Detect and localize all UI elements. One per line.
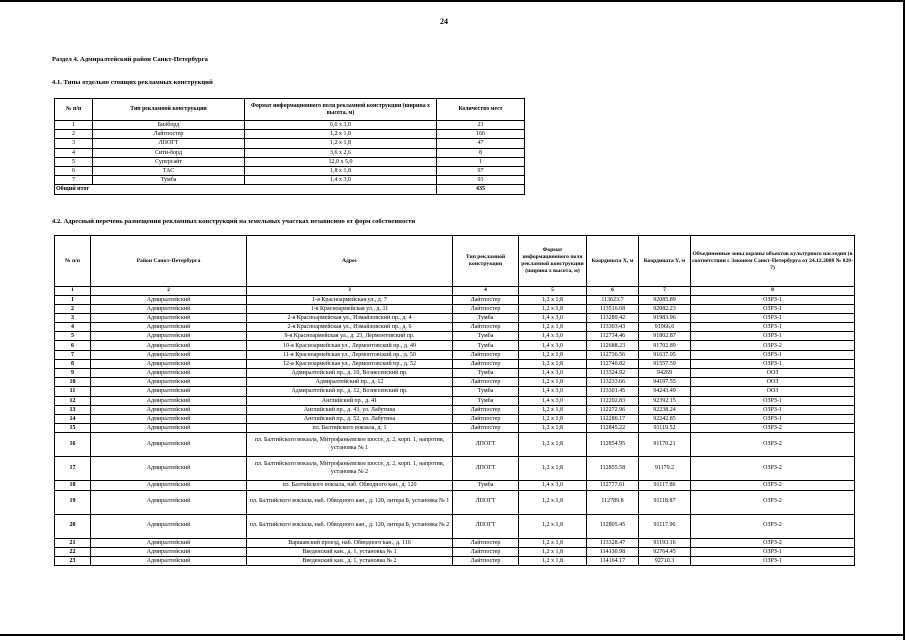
table1-total-label: Общий итог: [55, 185, 437, 194]
table-row: [55, 414, 855, 423]
cell-district: Адмиралтейский: [91, 538, 247, 547]
cell-coord-x: 112736.56: [587, 350, 639, 359]
cell-format: 1,4 х 3,0: [245, 176, 437, 185]
cell-coord-x: 113301.45: [587, 387, 639, 396]
cell-address: пл. Балтийского вокзала, д. 1: [247, 424, 453, 433]
cell-address: пл. Балтийского вокзала, Митрофаньевское шоссе, д. 2, корп. 1, напротив, установка № 2: [247, 457, 453, 481]
table-row: [55, 139, 525, 148]
cell-type: Суперсайт: [93, 157, 245, 166]
cell-district: Адмиралтейский: [91, 341, 247, 350]
cell-coord-y: 94243.49: [639, 387, 691, 396]
cell-num: 15: [55, 424, 91, 433]
cell-coord-x: 112855.58: [587, 457, 639, 481]
cell-format: 1,4 х 3,0: [519, 369, 587, 378]
cell-type: Лайтпостер: [453, 295, 519, 304]
table2-header-num: № п/п: [55, 236, 91, 287]
cell-coord-y: 91170.21: [639, 433, 691, 457]
cell-coord-x: 113289.42: [587, 313, 639, 322]
cell-coord-y: 91637.05: [639, 350, 691, 359]
cell-num: 22: [55, 547, 91, 556]
cell-district: Адмиралтейский: [91, 433, 247, 457]
table2-header-coord-x: Координата X, м: [587, 236, 639, 287]
cell-format: 1,2 х 1,8: [519, 538, 587, 547]
cell-num: 18: [55, 481, 91, 490]
cell-heritage-zone: ОЗРЗ-1: [691, 313, 855, 322]
cell-heritage-zone: ОЗРЗ-1: [691, 405, 855, 414]
table-row: [55, 514, 855, 538]
cell-coord-x: 112805.45: [587, 514, 639, 538]
cell-address: Введенский кан., д. 1, установка № 2: [247, 556, 453, 565]
table2-colnum: 1: [55, 287, 91, 296]
cell-heritage-zone: ООЗ: [691, 369, 855, 378]
table1-header-type: Тип рекламной конструкции: [93, 99, 245, 121]
cell-address: Варшавский проезд, наб. Обводного кан., д. 116: [247, 538, 453, 547]
table-row: [55, 538, 855, 547]
cell-address: 1-я Красноармейская ул., д. 7: [247, 295, 453, 304]
cell-heritage-zone: ОЗРЗ-2: [691, 514, 855, 538]
cell-type: Тумба: [93, 176, 245, 185]
cell-heritage-zone: ОЗРЗ-2: [691, 481, 855, 490]
table2-header-format: Формат информационного поля рекламной конструкции (ширина х высота, м): [519, 236, 587, 287]
cell-format: 6,0 х 3,0: [245, 121, 437, 130]
cell-format: 1,2 х 1,8: [519, 304, 587, 313]
cell-address: 2-я Красноармейская ул., Измайловский пр., д. 4: [247, 313, 453, 322]
cell-num: 23: [55, 556, 91, 565]
cell-type: Лайтпостер: [453, 359, 519, 368]
table-row: [55, 304, 855, 313]
cell-type: Тумба: [453, 313, 519, 322]
cell-type: Билборд: [93, 121, 245, 130]
cell-type: Лайтпостер: [453, 323, 519, 332]
cell-coord-x: 112286.17: [587, 414, 639, 423]
cell-address: пл. Балтийского вокзала, наб. Обводного кан., д. 120, литера Б, установка № 2: [247, 514, 453, 538]
cell-num: 4: [55, 148, 93, 157]
table-row: [55, 387, 855, 396]
cell-format: 1,2 х 1,8: [245, 130, 437, 139]
cell-address: 2-я Красноармейская ул., Измайловский пр., д. 6: [247, 323, 453, 332]
cell-type: ЛПОГТ: [453, 514, 519, 538]
cell-address: 10-я Красноармейская ул., Лермонтовский пр., д. 49: [247, 341, 453, 350]
cell-heritage-zone: ОЗРЗ-2: [691, 433, 855, 457]
cell-format: 1,4 х 3,0: [519, 341, 587, 350]
cell-num: 6: [55, 341, 91, 350]
cell-coord-y: 92085.89: [639, 295, 691, 304]
cell-type: Лайтпостер: [453, 547, 519, 556]
table-row: [55, 148, 525, 157]
cell-district: Адмиралтейский: [91, 387, 247, 396]
table2-header-heritage-zone: Объединенные зоны охраны объектов культурного наследия (в соответствии с Законом Санкт-Петербурга от 24.12.2008 № 820-7): [691, 236, 855, 287]
cell-district: Адмиралтейский: [91, 378, 247, 387]
cell-district: Адмиралтейский: [91, 323, 247, 332]
table2-header-row: [55, 236, 855, 287]
cell-num: 1: [55, 121, 93, 130]
cell-address: 11-я Красноармейская ул., Лермонтовский пр., д. 50: [247, 350, 453, 359]
cell-format: 1,2 х 1,8: [519, 556, 587, 565]
cell-coord-y: 94269: [639, 369, 691, 378]
table-row: [55, 341, 855, 350]
table-row: [55, 433, 855, 457]
cell-num: 20: [55, 514, 91, 538]
cell-type: Лайтпостер: [93, 130, 245, 139]
cell-format: 1,2 х 1,8: [519, 490, 587, 514]
table-row: [55, 378, 855, 387]
cell-district: Адмиралтейский: [91, 424, 247, 433]
cell-district: Адмиралтейский: [91, 304, 247, 313]
cell-district: Адмиралтейский: [91, 350, 247, 359]
cell-coord-x: 112272.96: [587, 405, 639, 414]
cell-coord-y: 91117.96: [639, 514, 691, 538]
cell-type: Лайтпостер: [453, 405, 519, 414]
structure-types-table: [54, 98, 525, 195]
cell-district: Адмиралтейский: [91, 490, 247, 514]
cell-coord-y: 92238.24: [639, 405, 691, 414]
cell-address: Адмиралтейский пр., д. 12, Вознесенский пр.: [247, 387, 453, 396]
cell-coord-x: 112854.95: [587, 433, 639, 457]
cell-heritage-zone: ООЗ: [691, 387, 855, 396]
table1-total-row: [55, 185, 525, 194]
cell-format: 1,4 х 3,0: [519, 387, 587, 396]
cell-type: Тумба: [453, 387, 519, 396]
cell-coord-y: 91983.96: [639, 313, 691, 322]
cell-format: 1,2 х 1,8: [519, 414, 587, 423]
cell-num: 7: [55, 176, 93, 185]
table1-total-value: 435: [437, 185, 525, 194]
cell-format: 1,4 х 3,0: [519, 313, 587, 322]
cell-address: Английский пр., д. 43, ул. Лабутина: [247, 405, 453, 414]
cell-num: 2: [55, 304, 91, 313]
cell-count: 8: [437, 148, 525, 157]
cell-type: Тумба: [453, 369, 519, 378]
cell-address: Английский пр., д. 41: [247, 396, 453, 405]
address-list-table: [54, 235, 855, 566]
cell-num: 7: [55, 350, 91, 359]
cell-district: Адмиралтейский: [91, 547, 247, 556]
cell-format: 1,2 х 1,8: [519, 295, 587, 304]
section-title: Раздел 4. Адмиралтейский район Санкт-Петербурга: [52, 56, 208, 63]
table2-header-address: Адрес: [247, 236, 453, 287]
cell-type: Лайтпостер: [453, 424, 519, 433]
subsection-2-title: 4.2. Адресный перечень размещения рекламных конструкций на земельных участках независимо от форм собственности: [52, 218, 416, 225]
cell-heritage-zone: ОЗРЗ-1: [691, 332, 855, 341]
cell-num: 2: [55, 130, 93, 139]
cell-num: 4: [55, 323, 91, 332]
cell-count: 166: [437, 130, 525, 139]
cell-type: Лайтпостер: [453, 350, 519, 359]
cell-district: Адмиралтейский: [91, 332, 247, 341]
table2-header-type: Тип рекламной конструкции: [453, 236, 519, 287]
page-border-top: [0, 0, 905, 2]
cell-heritage-zone: ОЗРЗ-2: [691, 341, 855, 350]
cell-type: ЛПОГТ: [453, 457, 519, 481]
cell-heritage-zone: ОЗРЗ-2: [691, 490, 855, 514]
cell-heritage-zone: ОЗРЗ-1: [691, 396, 855, 405]
cell-type: Лайтпостер: [453, 556, 519, 565]
cell-address: 1-я Красноармейская ул., д. 11: [247, 304, 453, 313]
cell-format: 1,2 х 1,8: [519, 514, 587, 538]
cell-num: 21: [55, 538, 91, 547]
cell-format: 1,2 х 1,8: [519, 433, 587, 457]
cell-format: 1,4 х 3,0: [519, 481, 587, 490]
cell-district: Адмиралтейский: [91, 396, 247, 405]
cell-count: 47: [437, 139, 525, 148]
cell-count: 93: [437, 176, 525, 185]
table-row: [55, 556, 855, 565]
cell-district: Адмиралтейский: [91, 405, 247, 414]
cell-type: Лайтпостер: [453, 378, 519, 387]
cell-num: 10: [55, 378, 91, 387]
cell-count: 1: [437, 157, 525, 166]
cell-coord-x: 113328.47: [587, 538, 639, 547]
cell-format: 1,2 х 1,8: [519, 457, 587, 481]
table2-colnum: 8: [691, 287, 855, 296]
cell-coord-x: 113303.43: [587, 323, 639, 332]
cell-format: 1,4 х 3,0: [519, 332, 587, 341]
cell-heritage-zone: ОЗРЗ-2: [691, 457, 855, 481]
table-row: [55, 295, 855, 304]
cell-num: 9: [55, 369, 91, 378]
cell-address: 9-я Красноармейская ул., д. 23, Лермонтовский пр.: [247, 332, 453, 341]
cell-format: 1,2 х 1,8: [519, 378, 587, 387]
cell-num: 19: [55, 490, 91, 514]
cell-district: Адмиралтейский: [91, 457, 247, 481]
cell-coord-y: 91802.87: [639, 332, 691, 341]
table-row: [55, 369, 855, 378]
cell-coord-y: 92082.23: [639, 304, 691, 313]
cell-district: Адмиралтейский: [91, 359, 247, 368]
cell-coord-y: 91119.52: [639, 424, 691, 433]
cell-format: 3,6 х 2,6: [245, 148, 437, 157]
cell-district: Адмиралтейский: [91, 481, 247, 490]
table2-colnum: 7: [639, 287, 691, 296]
cell-address: пл. Балтийского вокзала, наб. Обводного кан., д. 120, литера Б, установка № 1: [247, 490, 453, 514]
cell-format: 1,2 х 1,8: [519, 323, 587, 332]
cell-count: 97: [437, 166, 525, 175]
table1-header-format: Формат информационного поля рекламной конструкции (ширина х высота, м): [245, 99, 437, 121]
cell-format: 12,0 х 5,0: [245, 157, 437, 166]
cell-heritage-zone: ОЗРЗ-1: [691, 556, 855, 565]
table-row: [55, 405, 855, 414]
cell-heritage-zone: ОЗРЗ-2: [691, 538, 855, 547]
cell-address: Адмиралтейский пр., д. 12: [247, 378, 453, 387]
cell-coord-x: 112789.8: [587, 490, 639, 514]
cell-format: 1,2 х 1,8: [519, 359, 587, 368]
cell-format: 1,2 х 1,8: [245, 139, 437, 148]
cell-district: Адмиралтейский: [91, 313, 247, 322]
cell-type: Тумба: [453, 396, 519, 405]
cell-district: Адмиралтейский: [91, 556, 247, 565]
table2-colnum: 5: [519, 287, 587, 296]
table-row: [55, 490, 855, 514]
page-border-bottom: [0, 634, 905, 636]
table2-colnum: 4: [453, 287, 519, 296]
cell-coord-x: 112734.46: [587, 332, 639, 341]
cell-coord-y: 91179.2: [639, 457, 691, 481]
cell-coord-y: 91557.59: [639, 359, 691, 368]
cell-coord-x: 113324.92: [587, 369, 639, 378]
cell-coord-y: 91193.16: [639, 538, 691, 547]
cell-type: Тумба: [453, 341, 519, 350]
cell-coord-x: 112777.61: [587, 481, 639, 490]
table-row: [55, 359, 855, 368]
table2-header-coord-y: Координата Y, м: [639, 236, 691, 287]
cell-num: 16: [55, 433, 91, 457]
cell-heritage-zone: ОЗРЗ-2: [691, 424, 855, 433]
cell-address: Введенский кан., д. 1, установка № 1: [247, 547, 453, 556]
cell-coord-y: 91117.86: [639, 481, 691, 490]
cell-coord-y: 94197.55: [639, 378, 691, 387]
table-row: [55, 332, 855, 341]
table-row: [55, 424, 855, 433]
cell-type: ТАС: [93, 166, 245, 175]
table1-header-count: Количество мест: [437, 99, 525, 121]
cell-coord-x: 113516.68: [587, 304, 639, 313]
cell-heritage-zone: ОЗРЗ-1: [691, 414, 855, 423]
cell-address: 12-я Красноармейская ул., Лермонтовский пр., д. 52: [247, 359, 453, 368]
cell-num: 17: [55, 457, 91, 481]
table-row: [55, 457, 855, 481]
cell-num: 3: [55, 313, 91, 322]
table-row: [55, 130, 525, 139]
cell-format: 1,2 х 1,8: [519, 350, 587, 359]
table1-body: [55, 121, 525, 185]
table-row: [55, 350, 855, 359]
cell-heritage-zone: ОЗРЗ-1: [691, 295, 855, 304]
cell-type: ЛПОГТ: [453, 490, 519, 514]
table-row: [55, 121, 525, 130]
cell-type: Тумба: [453, 332, 519, 341]
table2-colnum: 6: [587, 287, 639, 296]
cell-heritage-zone: ОЗРЗ-1: [691, 323, 855, 332]
cell-address: пл. Балтийского вокзала, наб. Обводного кан., д. 120: [247, 481, 453, 490]
cell-type: Лайтпостер: [453, 414, 519, 423]
cell-address: Английский пр., д. 52, ул. Лабутина: [247, 414, 453, 423]
cell-count: 23: [437, 121, 525, 130]
cell-coord-y: 92764.45: [639, 547, 691, 556]
cell-num: 11: [55, 387, 91, 396]
cell-heritage-zone: ОЗРЗ-1: [691, 359, 855, 368]
cell-heritage-zone: ОЗРЗ-1: [691, 350, 855, 359]
cell-coord-x: 112845.22: [587, 424, 639, 433]
cell-district: Адмиралтейский: [91, 295, 247, 304]
table-row: [55, 396, 855, 405]
table-row: [55, 481, 855, 490]
table2-body: [55, 295, 855, 566]
cell-num: 6: [55, 166, 93, 175]
cell-heritage-zone: ОЗРЗ-1: [691, 304, 855, 313]
cell-coord-x: 112688.23: [587, 341, 639, 350]
cell-heritage-zone: ООЗ: [691, 378, 855, 387]
cell-num: 14: [55, 414, 91, 423]
cell-coord-x: 114130.98: [587, 547, 639, 556]
cell-coord-y: 92242.85: [639, 414, 691, 423]
cell-type: Тумба: [453, 481, 519, 490]
cell-coord-x: 112740.82: [587, 359, 639, 368]
cell-coord-y: 92710.3: [639, 556, 691, 565]
cell-address: пл. Балтийского вокзала, Митрофаньевское шоссе, д. 2, корп. 1, напротив, установка № 1: [247, 433, 453, 457]
table2-column-numbers-row: [55, 287, 855, 296]
table-row: [55, 166, 525, 175]
table2-colnum: 3: [247, 287, 453, 296]
cell-type: Лайтпостер: [453, 304, 519, 313]
cell-num: 5: [55, 332, 91, 341]
cell-format: 1,8 х 1,8: [245, 166, 437, 175]
cell-format: 1,2 х 1,8: [519, 405, 587, 414]
table1-header-num: № п/п: [55, 99, 93, 121]
page-number: 24: [440, 17, 448, 26]
cell-num: 3: [55, 139, 93, 148]
table2-colnum: 2: [91, 287, 247, 296]
subsection-1-title: 4.1. Типы отдельно стоящих рекламных конструкций: [52, 79, 213, 86]
table1-header-row: [55, 99, 525, 121]
cell-heritage-zone: ОЗРЗ-1: [691, 547, 855, 556]
cell-format: 1,2 х 1,8: [519, 547, 587, 556]
cell-coord-y: 91966.6: [639, 323, 691, 332]
table2-header-district: Район Санкт-Петербурга: [91, 236, 247, 287]
cell-district: Адмиралтейский: [91, 514, 247, 538]
cell-coord-x: 113233.66: [587, 378, 639, 387]
cell-num: 12: [55, 396, 91, 405]
table-row: [55, 547, 855, 556]
cell-type: ЛПОГТ: [453, 433, 519, 457]
cell-coord-x: 114164.17: [587, 556, 639, 565]
cell-num: 1: [55, 295, 91, 304]
cell-coord-y: 91702.89: [639, 341, 691, 350]
cell-num: 8: [55, 359, 91, 368]
cell-type: Сити-борд: [93, 148, 245, 157]
table-row: [55, 157, 525, 166]
cell-type: Лайтпостер: [453, 538, 519, 547]
cell-coord-x: 113623.7: [587, 295, 639, 304]
cell-coord-y: 91118.87: [639, 490, 691, 514]
cell-format: 1,2 х 1,8: [519, 424, 587, 433]
cell-district: Адмиралтейский: [91, 414, 247, 423]
cell-type: ЛПОГТ: [93, 139, 245, 148]
table-row: [55, 323, 855, 332]
cell-format: 1,4 х 3,0: [519, 396, 587, 405]
cell-district: Адмиралтейский: [91, 369, 247, 378]
table-row: [55, 176, 525, 185]
cell-coord-y: 92392.15: [639, 396, 691, 405]
table-row: [55, 313, 855, 322]
cell-coord-x: 112202.83: [587, 396, 639, 405]
cell-num: 5: [55, 157, 93, 166]
cell-address: Адмиралтейский пр., д. 10, Вознесенский пр.: [247, 369, 453, 378]
cell-num: 13: [55, 405, 91, 414]
